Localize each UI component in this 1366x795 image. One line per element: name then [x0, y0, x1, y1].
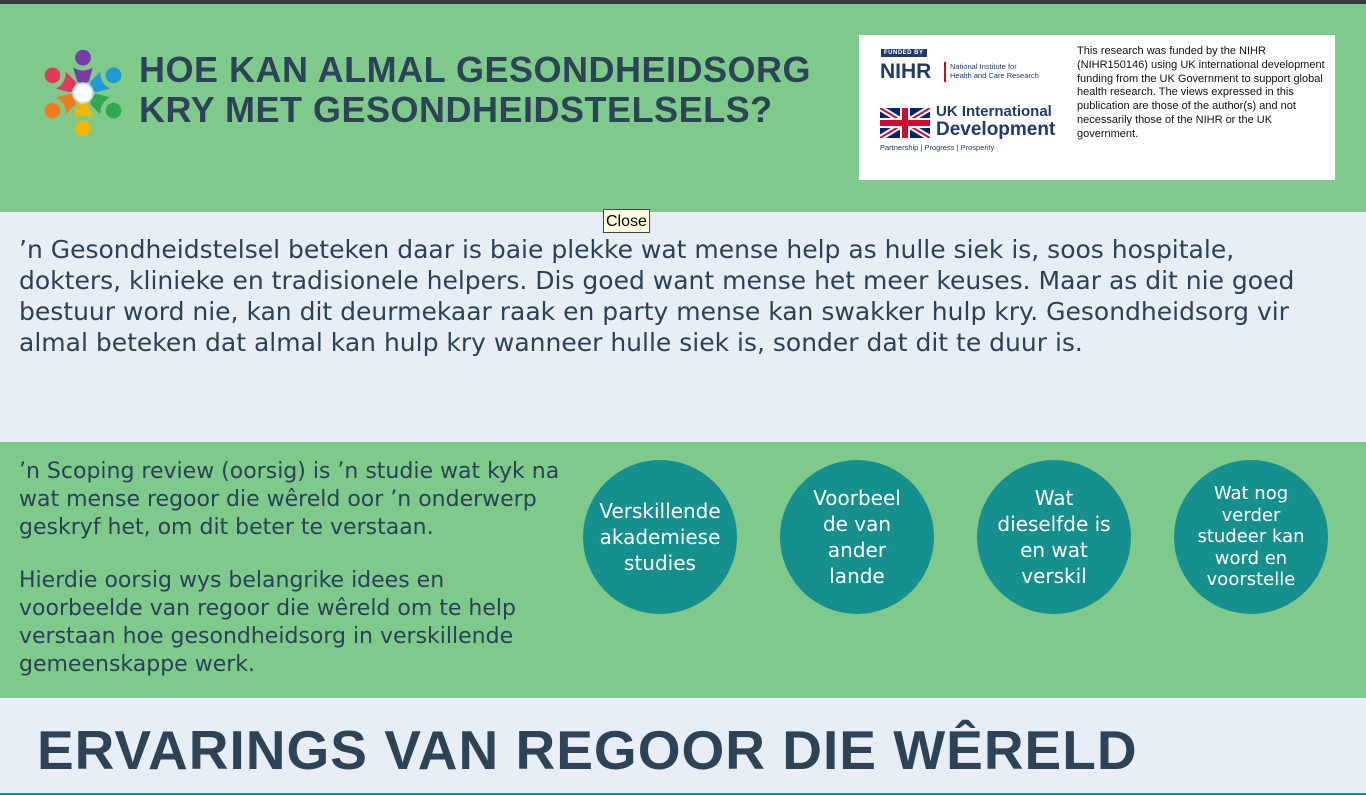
circle-examples-other-countries — [780, 460, 934, 614]
uk-international-development-logo — [936, 103, 1055, 139]
circle-label: Wat nog verder studeer kan word en voorstelle — [1197, 483, 1305, 591]
uk-tagline: Partnership | Progress | Prosperity — [880, 143, 995, 152]
nihr-logo-text: NIHR — [880, 60, 932, 83]
experiences-heading: ERVARINGS VAN REGOOR DIE WÊRELD — [37, 719, 1138, 781]
funded-by-label: FUNDED BY — [881, 49, 927, 57]
nihr-sub-line-2: Health and Care Research — [950, 71, 1039, 80]
review-paragraph-2: Hierdie oorsig wys belangrike idees en voorbeelde van regoor die wêreld om te help verstaan hoe gesondheidsorg in verskillende gemeenskappe werk. — [19, 568, 516, 677]
circle-similarities-differences — [977, 460, 1131, 614]
nihr-subtitle — [950, 62, 1060, 80]
nihr-sub-line-1: National Institute for — [950, 62, 1017, 71]
experiences-section — [0, 698, 1366, 795]
title-line-2: KRY MET GESONDHEIDSTELSELS? — [139, 89, 773, 130]
funding-statement: This research was funded by the NIHR (NIHR150146) using UK international development funding from the UK Government to support global health research. The views expressed in this publication are those of the author(s) and not necessarily those of the NIHR or the UK government. — [1077, 45, 1325, 140]
circle-label: Voorbeel de van ander lande — [813, 486, 901, 588]
poster-header — [0, 4, 1366, 212]
intro-text: ’n Gesondheidstelsel beteken daar is baie plekke wat mense help as hulle siek is, soos hospitale, dokters, klinieke en tradisionele helpers. Dis goed want mense het meer keuses. Maar as dit nie goed bestuur word nie, kan dit deurmekaar raak en party mense kan swakker hulp kry. Gesondheidsorg vir almal beteken dat almal kan hulp kry wanneer hulle siek is, sonder dat dit te duur is. — [19, 235, 1295, 357]
funder-box — [859, 35, 1335, 180]
circle-further-study — [1174, 460, 1328, 614]
union-jack-icon — [880, 108, 930, 138]
uk-international-text: UK International — [936, 103, 1052, 120]
page-title — [139, 50, 839, 130]
close-button[interactable]: Close — [603, 209, 650, 233]
title-line-1: HOE KAN ALMAL GESONDHEIDSORG — [139, 49, 812, 90]
circle-label: Verskillende akademiese studies — [599, 499, 721, 575]
intro-section — [0, 212, 1366, 442]
circle-label: Wat dieselfde is en wat verskil — [997, 486, 1111, 588]
circle-academic-studies — [583, 460, 737, 614]
scoping-review-section — [0, 442, 1366, 698]
nihr-divider — [944, 62, 946, 82]
development-text: Development — [936, 119, 1056, 140]
review-paragraph-1: ’n Scoping review (oorsig) is ’n studie wat kyk na wat mense regoor die wêreld oor ’n onderwerp geskryf het, om dit beter te verstaan. — [19, 459, 560, 540]
people-circle-logo — [34, 44, 132, 142]
